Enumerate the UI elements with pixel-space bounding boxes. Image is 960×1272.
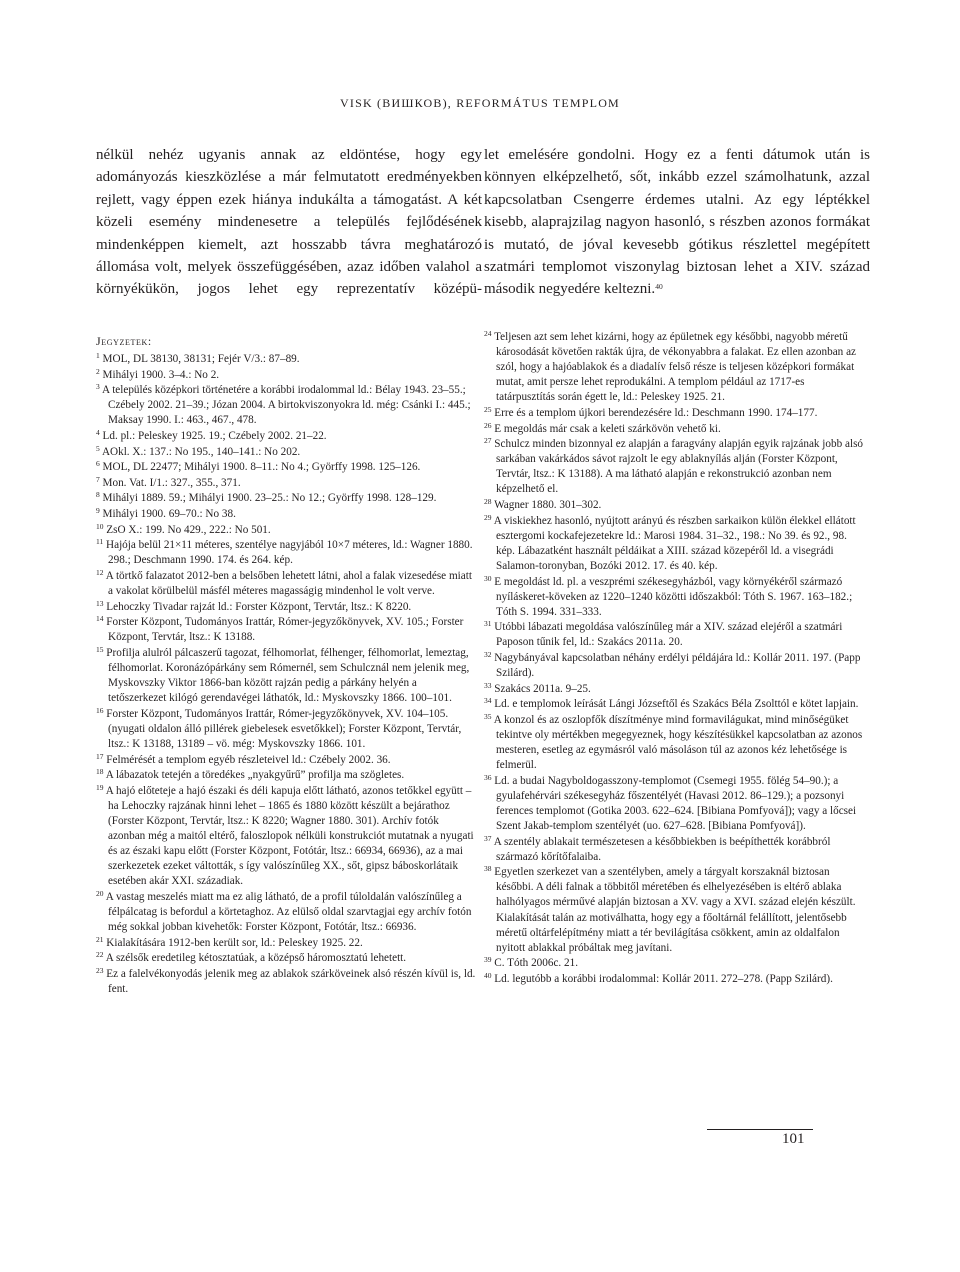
footnote-text: Ld. a budai Nagyboldogasszony-templomot (Csemegi 1955. fölég 54–90.); a gyulafehérvári székesegyház főszentélyét (Havasi 2012. 86–129.); a pozsonyi ferences templomot (Gotika 2003. 622–624. [Bibiana Pomfyová]); vagy a lőcsei Szent Jakab-templom szentélyét (uo. 627–628. [Bibiana Pomfyová]). <box>494 774 857 832</box>
footnote-text: A vastag meszelés miatt ma ez alig látható, de a profil túloldalán valószínűleg a félpálcatag is befordul a körtetaghoz. Az elülső oldal szarvtagjai egy archív fotón még sokkal jobban kivehetők: Forster Központ, Fotótár, ltsz.: 66936. <box>105 890 472 934</box>
footnote-number: 37 <box>484 833 492 843</box>
footnote <box>484 514 866 574</box>
footnote-number: 8 <box>96 490 100 500</box>
footnote <box>96 368 478 383</box>
footnote-number: 40 <box>484 970 492 980</box>
footnote-number: 36 <box>484 772 492 782</box>
footnote-text: A lábazatok tetején a töredékes „nyakgyűrű” profilja ma szögletes. <box>105 769 405 782</box>
footnote <box>484 620 866 650</box>
footnote-text: A szentély ablakait természetesen a későbbiekben is beépíthették korábbról származó kőrítőfalaiba. <box>493 835 831 863</box>
footnote <box>484 835 866 865</box>
footnote-number: 39 <box>484 955 492 965</box>
footnote-number: 30 <box>484 573 492 583</box>
footnote-number: 31 <box>484 619 492 629</box>
footnote-number: 18 <box>96 767 104 777</box>
footnote <box>96 951 478 966</box>
footnote-number: 29 <box>484 512 492 522</box>
footnote-number: 24 <box>484 329 492 338</box>
footnote-number: 33 <box>484 680 492 690</box>
footnote-text: C. Tóth 2006c. 21. <box>494 957 578 970</box>
footnote-number: 14 <box>96 614 104 624</box>
footnote <box>96 507 478 522</box>
footnote-number: 28 <box>484 497 492 507</box>
footnote-text: A viskiekhez hasonló, nyújtott arányú és részben sarkaikon külön élekkel ellátott esztergomi kockafejezetekre ld.: Marosi 1984. 31–32., 198.: No 39. és 92., 98. kép. Lábazatként használt példáikat a XIII. század közepéről ld. a visegrádi Salamon-toronyban, Bozóki 2012. 17. és 40. kép. <box>493 514 856 572</box>
footnote-number: 15 <box>96 644 104 654</box>
footnote-text: Mihályi 1900. 3–4.: No 2. <box>102 368 220 381</box>
footnote-number: 5 <box>96 443 100 453</box>
footnote <box>484 422 866 437</box>
footnote-number: 2 <box>96 366 100 376</box>
footnote <box>96 445 478 460</box>
footnote-number: 27 <box>484 436 492 446</box>
footnote <box>96 383 478 428</box>
footnote-text: E megoldás már csak a keleti szárkövön vehető ki. <box>494 422 721 435</box>
footnote-text: E megoldást ld. pl. a veszprémi székesegyházból, vagy környékéről származó nyíláskeret-köveken az 1220–1240 közötti időszakból: Tóth S. 1967. 163–182.; Tóth S. 1994. 331–333. <box>494 575 853 618</box>
footnote-text: Profilja alulról pálcaszerű tagozat, félhomorlat, félhenger, félhomorlat, lemeztag, félhomorlat. Koronázópárkány sem Rómernél, sem Schulcznál nem jelenik meg, Myskovszky Viktor 1866-ban között rajzán pedig a párkány helyén a tetőszerkezet kilógó gerendavégei láthatók, ld.: Myskovszky 1866. 100–101. <box>106 646 470 705</box>
footnote <box>96 491 478 506</box>
footnote-text: Mihályi 1900. 69–70.: No 38. <box>102 508 236 521</box>
footnote-text: A hajó előteteje a hajó északi és déli kapuja előtt látható, azonos tetőkkel együtt – ha Lehoczky rajzának hinni lehet – 1865 és 1880 között készült a bejárathoz (Forster Központ, Tervtár, ltsz.: K 8220; Wagner 1880. 301). Archív fotók azonban még a maitól eltérő, faloszlopok nélküli konstrukciót mutatnak a nyugati és az északi kapu előtt (Forster Központ, Fotótár, ltsz.: 66934, 66936), az a mai szerkezetek ezeket váltották, s így valószínűleg XX., sőt, gipsz báboskorlátaik esetében akár XXI. századiak. <box>105 784 474 888</box>
footnote-number: 38 <box>484 864 492 874</box>
footnote <box>96 768 478 783</box>
footnote-number: 22 <box>96 950 104 960</box>
footnote-number: 4 <box>96 428 100 438</box>
footnote-number: 1 <box>96 351 100 361</box>
footnote-text: Ld. e templomok leírását Lángi Józseftől és Szakács Béla Zsolttól e kötet lapjain. <box>494 698 859 711</box>
running-head: VISK (ВИШКОВ), REFORMÁTUS TEMPLOM <box>340 96 620 110</box>
footnote-number: 11 <box>96 537 104 547</box>
footnote <box>484 865 866 956</box>
footnote-text: ZsO X.: 199. No 429., 222.: No 501. <box>106 523 271 536</box>
footnote <box>484 972 866 987</box>
footnote-text: Forster Központ, Tudományos Irattár, Rómer-jegyzőkönyvek, XV. 104–105. (nyugati oldalon álló pillérek giebelesek esvetőkkel); Forster Központ, Tervtár, ltsz.: K 13188, 13189 – vö. még: Myskovszky 1866. 101. <box>106 707 462 750</box>
footnote-text: Lehoczky Tivadar rajzát ld.: Forster Központ, Tervtár, ltsz.: K 8220. <box>106 600 412 613</box>
footnote <box>484 651 866 681</box>
footnote-text: Wagner 1880. 301–302. <box>494 499 602 512</box>
footnotes-heading: Jegyzetek: <box>96 334 152 348</box>
footnote-number: 13 <box>96 598 104 608</box>
footnote-number: 21 <box>96 934 104 944</box>
footnote-list <box>484 330 866 987</box>
footnote-text: Ez a falelvékonyodás jelenik meg az ablakok szárköveinek alsó részén kívül is, ld. fent. <box>106 967 476 995</box>
footnote-number: 25 <box>484 404 492 414</box>
body-text-left-column <box>96 144 482 301</box>
footnote <box>484 682 866 697</box>
footnote-number: 26 <box>484 420 492 430</box>
footnote <box>96 615 478 645</box>
footnote-text: MOL, DL 22477; Mihályi 1900. 8–11.: No 4.; Györffy 1998. 125–126. <box>102 461 421 474</box>
body-paragraph <box>484 144 870 301</box>
footnote <box>96 890 478 935</box>
footnote <box>96 707 478 752</box>
footnote-text: Mon. Vat. I/1.: 327., 355., 371. <box>102 476 241 489</box>
footnote <box>484 437 866 497</box>
body-text-right-column <box>484 144 870 301</box>
footnotes-left-column <box>96 334 478 998</box>
footnote-text: Forster Központ, Tudományos Irattár, Rómer-jegyzőkönyvek, XV. 105.; Forster Központ, Tervtár, ltsz.: K 13188. <box>106 616 464 644</box>
footnote-text: AOkl. X.: 137.: No 195., 140–141.: No 202. <box>101 445 301 458</box>
footnote-number: 12 <box>96 567 104 577</box>
footnote <box>484 713 866 773</box>
footnote-number: 20 <box>96 888 104 898</box>
footnote <box>484 956 866 971</box>
footnote <box>96 429 478 444</box>
footnote-text: Teljesen azt sem lehet kizárni, hogy az épületnek egy későbbi, nagyobb méretű károsodását követően rakták újra, de vékonyabbra a falakat. Ez ellen azonban az szól, hogy a hajóablakok és a diadalív felső része is teljesen középkori formákat mutat, amit persze lehet reprodukálni. A templom például az 1717-es tatárpusztítás során égett le, ld.: Peleskey 1925. 21. <box>494 331 857 404</box>
footnote <box>96 352 478 367</box>
footnote <box>484 406 866 421</box>
footnote-text: MOL, DL 38130, 38131; Fejér V/3.: 87–89. <box>102 353 300 366</box>
footnotes-right-column <box>484 330 866 988</box>
footnote <box>96 646 478 706</box>
footnote-text: Hajója belül 21×11 méteres, szentélye nagyjából 10×7 méteres, ld.: Wagner 1880. 298.; Deschmann 1990. 174. és 264. kép. <box>106 539 473 567</box>
footnote-number: 3 <box>96 382 100 392</box>
footnote <box>484 774 866 834</box>
footnote-text: A törtkő falazatot 2012-ben a belsőben lehetett látni, ahol a falak vizesedése miatt a vakolat körülbelül másfél méteres magasságig mindenhol le volt verve. <box>105 569 472 597</box>
footnote <box>484 575 866 620</box>
footnote-text: A konzol és az oszlopfők díszítménye mind formavilágukat, mind minőségüket tekintve oly mértékben megegyeznek, hogy készítésükkel kapcsolatban az azonos mesteren, esetleg az egymásról való másoláson túl az azonos kéz lehetősége is felmerül. <box>493 713 863 772</box>
footnote-number: 7 <box>96 474 100 484</box>
body-paragraph-text: let emelésére gondolni. Hogy ez a fenti dátumok után is könnyen elképzelhető, sőt, inkább ezzel számolhatunk, azzal kapcsolatban Csengerre érdemes utalni. Az egy léptékkel kisebb, alaprajzilag nagyon hasonló, s részben azonos formákat is mutató, de jóval kevesebb gótikus részlettel megépített szatmári templomot viszonylag biztosan lehet a XIV. század második negyedére keltezni. <box>484 147 870 298</box>
footnote-text: Szakács 2011a. 9–25. <box>494 682 591 695</box>
footnote-text: Kialakítására 1912-ben került sor, ld.: Peleskey 1925. 22. <box>106 936 363 949</box>
footnote-text: Felmérését a templom egyéb részleteivel ld.: Czébely 2002. 36. <box>106 753 391 766</box>
footnote-number: 6 <box>96 459 100 469</box>
footnote-number: 32 <box>484 649 492 659</box>
footnote-number: 17 <box>96 751 104 761</box>
footnote-text: A település középkori történetére a korábbi irodalommal ld.: Bélay 1943. 23–55.; Czébely 2002. 21–39.; Józan 2004. A birtokviszonyokra ld. még: Csánki I.: 445.; Maksay 1990. I.: 463., 467., 478. <box>101 384 471 427</box>
body-paragraph: nélkül nehéz ugyanis annak az eldöntése, hogy egy adományozás kieszközlése a már felmutatott eredményekben rejlett, vagy éppen ezek hiánya indukálta a támogatást. A két közeli esemény mindenesetre a település fejlődésének mindenképpen kiemelt, azt hosszabb távra meghatározó állomása volt, melyek összefüggésében, azaz időben valahol a környékükön, jogos lehet egy reprezentatív középü- <box>96 147 482 298</box>
footnote <box>96 753 478 768</box>
page-number-rule <box>707 1129 813 1130</box>
footnote-number: 23 <box>96 965 104 975</box>
footnote <box>96 967 478 997</box>
footnote <box>96 936 478 951</box>
footnote <box>484 330 866 405</box>
footnote-text: Mihályi 1889. 59.; Mihályi 1900. 23–25.: No 12.; Györffy 1998. 128–129. <box>102 492 437 505</box>
footnote-number: 10 <box>96 521 104 531</box>
footnote-text: A szélsők eredetileg kétosztatúak, a középső háromosztatú lehetett. <box>105 952 407 965</box>
footnote-number: 16 <box>96 705 104 715</box>
footnote <box>96 460 478 475</box>
footnote-number: 35 <box>484 711 492 721</box>
footnote <box>96 784 478 890</box>
footnote-list <box>96 352 478 997</box>
footnote <box>96 476 478 491</box>
footnote-text: Ld. legutóbb a korábbi irodalommal: Kollár 2011. 272–278. (Papp Szilárd). <box>494 972 833 985</box>
page-number: 101 <box>782 1131 805 1147</box>
footnote <box>96 523 478 538</box>
footnote-text: Egyetlen szerkezet van a szentélyben, amely a tárgyalt korszaknál biztosan későbbi. A déli falnak a többitől méretében és elhelyezésében is eltérő ablaka halhólyagos mérművé alapján biztosan a XV. vagy a XVI. század elején készült. Kialakítását talán az motiválhatta, hogy egy a főoltárnál felállított, jelentősebb méretű oltárfelépítmény miatt a tér bevilágítása csökkent, amin az oldalfalon nyitott ablakkal próbáltak meg javítani. <box>494 866 856 954</box>
footnote <box>484 498 866 513</box>
footnote-number: 9 <box>96 506 100 516</box>
footnote-number: 19 <box>96 782 104 792</box>
footnote-text: Nagybányával kapcsolatban néhány erdélyi példájára ld.: Kollár 2011. 197. (Papp Szilárd). <box>494 651 861 680</box>
footnote-text: Erre és a templom újkori berendezésére ld.: Deschmann 1990. 174–177. <box>494 406 818 419</box>
footnote-number: 34 <box>484 696 492 706</box>
footnote <box>484 697 866 712</box>
footnote <box>96 538 478 568</box>
footnote <box>96 600 478 615</box>
footnote-text: Utóbbi lábazati megoldása valószínűleg már a XIV. század elejéről a szatmári Paposon tűnik fel, ld.: Szakács 2011a. 20. <box>494 621 843 649</box>
footnote-text: Ld. pl.: Peleskey 1925. 19.; Czébely 2002. 21–22. <box>102 430 327 443</box>
footnote-text: Schulcz minden bizonnyal ez alapján a faragvány alapján egyik rajzának jobb alsó sarkában vakárkádos sávot rajzolt le egy ablaknyílás alján (Forster Központ, Tervtár, ltsz.: K 13188). A ma látható alapján e rekonstrukció azonban nem képzelhető el. <box>494 438 864 496</box>
footnote-reference: 40 <box>655 282 663 292</box>
footnote <box>96 569 478 599</box>
